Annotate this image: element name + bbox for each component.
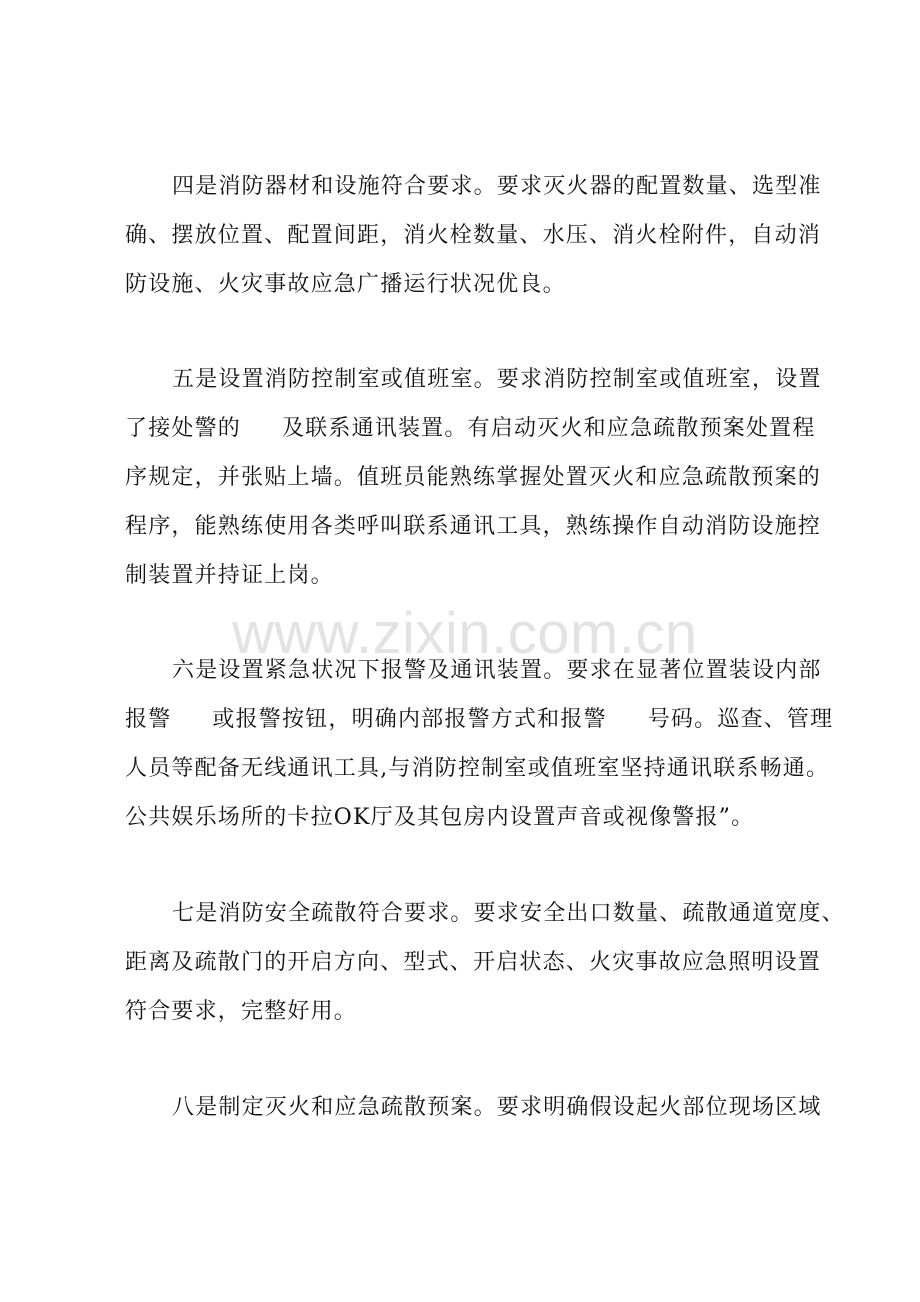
- paragraph-line: 四是消防器材和设施符合要求。要求灭火器的配置数量、选型准: [172, 174, 822, 199]
- paragraph-line: 报警 或报警按钮，明确内部报警方式和报警 号码。巡查、管理: [125, 707, 834, 732]
- paragraph-line: 符合要求，完整好用。: [125, 999, 358, 1024]
- paragraph-line: 防设施、火灾事故应急广播运行状况优良。: [125, 272, 566, 297]
- paragraph-line: 人员等配备无线通讯工具,与消防控制室或值班室坚持通讯联系畅通。: [125, 756, 830, 781]
- paragraph-line: 程序，能熟练使用各类呼叫联系通讯工具，熟练操作自动消防设施控: [125, 514, 822, 539]
- paragraph-line: 序规定，并张贴上墙。值班员能熟练掌握处置灭火和应急疏散预案的: [125, 465, 822, 490]
- paragraph-line: 八是制定灭火和应急疏散预案。要求明确假设起火部位现场区域: [172, 1095, 822, 1120]
- paragraph-line: 距离及疏散门的开启方向、型式、开启状态、火灾事故应急照明设置: [125, 950, 822, 975]
- watermark: www.zixin.com.cn: [232, 601, 698, 666]
- paragraph-line: 确、摆放位置、配置间距，消火栓数量、水压、消火栓附件，自动消: [125, 223, 822, 248]
- paragraph-line: 了接处警的 及联系通讯装置。有启动灭火和应急疏散预案处置程: [125, 416, 816, 441]
- paragraph-line: 七是消防安全疏散符合要求。要求安全出口数量、疏散通道宽度、: [172, 901, 845, 926]
- paragraph-line: 五是设置消防控制室或值班室。要求消防控制室或值班室，设置: [172, 367, 822, 392]
- paragraph-line: 六是设置紧急状况下报警及通讯装置。要求在显著位置装设内部: [172, 658, 822, 683]
- paragraph-line: 制装置并持证上岗。: [125, 563, 334, 588]
- paragraph-line: 公共娱乐场所的卡拉OK厅及其包房内设置声音或视像警报”。: [125, 805, 755, 830]
